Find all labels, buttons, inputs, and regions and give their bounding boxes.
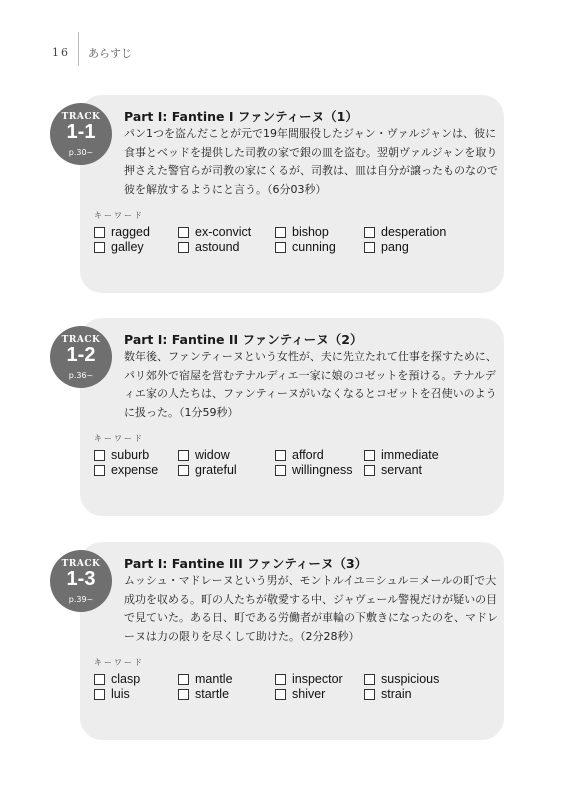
track-summary: パン1つを盗んだことが元で19年間服役したジャン・ヴァルジャンは、彼に食事とベッドを提供した司教の家で銀の皿を盗む。翌朝ヴァルジャンを取り押さえた警官らが司教の家にくるが、司教は、皿は自分が譲ったものなので彼を解放するようにと言う。（6分03秒） (124, 127, 498, 196)
checkbox-icon[interactable] (178, 450, 189, 461)
track-card-1-2 (61, 318, 504, 516)
checkbox-icon[interactable] (178, 689, 189, 700)
keyword-item[interactable]: luis (94, 687, 130, 701)
keyword-item[interactable]: widow (178, 448, 230, 462)
checkbox-icon[interactable] (178, 227, 189, 238)
header-divider (78, 32, 79, 66)
checkbox-icon[interactable] (275, 674, 286, 685)
track-title: Part I: Fantine III ファンティーヌ（3） (124, 556, 368, 571)
checkbox-icon[interactable] (275, 242, 286, 253)
keyword-item[interactable]: suspicious (364, 672, 439, 686)
checkbox-icon[interactable] (364, 450, 375, 461)
track-badge-page: p.39~ (68, 595, 94, 604)
keyword-item[interactable]: afford (275, 448, 324, 462)
track-badge-number: 1-1 (66, 121, 96, 143)
checkbox-icon[interactable] (364, 674, 375, 685)
track-title: Part I: Fantine II ファンティーヌ（2） (124, 332, 363, 347)
checkbox-icon[interactable] (94, 465, 105, 476)
keyword-item[interactable]: desperation (364, 225, 446, 239)
track-badge-label: TRACK (61, 112, 101, 122)
keyword-item[interactable]: willingness (275, 463, 352, 477)
keyword-item[interactable]: shiver (275, 687, 325, 701)
checkbox-icon[interactable] (364, 242, 375, 253)
keyword-label: キーワード (94, 434, 144, 443)
keyword-item[interactable]: astound (178, 240, 239, 254)
track-badge-number: 1-2 (66, 344, 96, 366)
keyword-item[interactable]: clasp (94, 672, 140, 686)
checkbox-icon[interactable] (94, 242, 105, 253)
track-badge-page: p.36~ (68, 371, 94, 380)
keyword-item[interactable]: servant (364, 463, 422, 477)
section-title: あらすじ (88, 47, 132, 60)
page-header (0, 30, 562, 70)
keyword-item[interactable]: suburb (94, 448, 149, 462)
keyword-label: キーワード (94, 658, 144, 667)
checkbox-icon[interactable] (364, 227, 375, 238)
checkbox-icon[interactable] (364, 465, 375, 476)
keyword-item[interactable]: grateful (178, 463, 237, 477)
track-badge-label: TRACK (61, 559, 101, 569)
checkbox-icon[interactable] (275, 689, 286, 700)
track-badge-number: 1-3 (66, 568, 96, 590)
checkbox-icon[interactable] (275, 465, 286, 476)
checkbox-icon[interactable] (94, 674, 105, 685)
track-badge-label: TRACK (61, 335, 101, 345)
keyword-item[interactable]: galley (94, 240, 144, 254)
track-badge-page: p.30~ (68, 148, 94, 157)
checkbox-icon[interactable] (178, 465, 189, 476)
keyword-item[interactable]: startle (178, 687, 229, 701)
page-number: 16 (52, 46, 70, 59)
keyword-item[interactable]: inspector (275, 672, 343, 686)
track-badge (50, 326, 112, 388)
track-summary: 数年後、ファンティーヌという女性が、夫に先立たれて仕事を探すために、パリ郊外で宿屋を営むテナルディエ一家に娘のコゼットを預ける。テナルディエ家の人たちは、ファンティーヌがいなくなるとコゼットを召使いのように扱った。（1分59秒） (124, 350, 497, 419)
track-badge (50, 550, 112, 612)
track-card-1-3 (61, 542, 504, 740)
checkbox-icon[interactable] (275, 227, 286, 238)
keyword-item[interactable]: immediate (364, 448, 439, 462)
checkbox-icon[interactable] (364, 689, 375, 700)
checkbox-icon[interactable] (275, 450, 286, 461)
checkbox-icon[interactable] (94, 450, 105, 461)
checkbox-icon[interactable] (178, 242, 189, 253)
keyword-item[interactable]: ragged (94, 225, 150, 239)
keyword-item[interactable]: bishop (275, 225, 329, 239)
keyword-item[interactable]: expense (94, 463, 158, 477)
track-card-1-1 (61, 95, 504, 293)
checkbox-icon[interactable] (94, 227, 105, 238)
keyword-label: キーワード (94, 211, 144, 220)
track-title: Part I: Fantine I ファンティーヌ（1） (124, 109, 358, 124)
track-summary: ムッシュ・マドレーヌという男が、モントルイユ＝シュル＝メールの町で大成功を収める。町の人たちが敬愛する中、ジャヴェール警視だけが疑いの目で見ていた。ある日、町である労働者が車輪の下敷きになったのを、マドレーヌは力の限りを尽くして助けた。（2分28秒） (124, 574, 498, 643)
keyword-item[interactable]: cunning (275, 240, 336, 254)
keyword-item[interactable]: ex-convict (178, 225, 251, 239)
track-badge (50, 103, 112, 165)
checkbox-icon[interactable] (94, 689, 105, 700)
keyword-item[interactable]: strain (364, 687, 412, 701)
checkbox-icon[interactable] (178, 674, 189, 685)
keyword-item[interactable]: pang (364, 240, 409, 254)
keyword-item[interactable]: mantle (178, 672, 233, 686)
